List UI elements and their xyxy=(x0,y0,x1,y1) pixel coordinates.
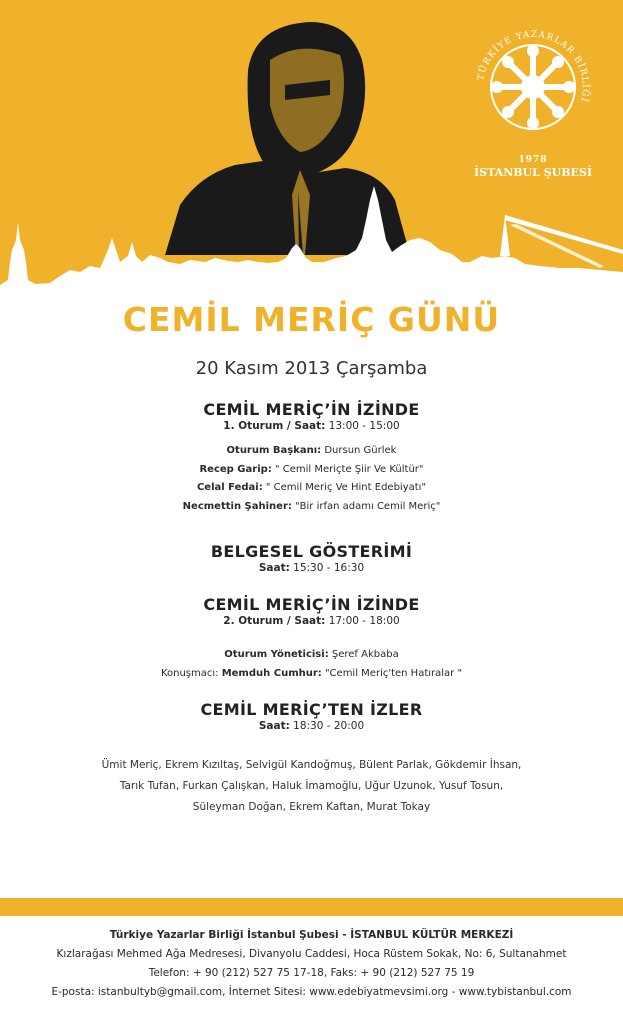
speaker-name: Memduh Cumhur: xyxy=(221,667,322,679)
logo-ring-text: TÜRKİYE YAZARLAR BİRLİĞİ xyxy=(476,29,591,104)
session1-block xyxy=(0,400,623,433)
footer-title: Türkiye Yazarlar Birliği İstanbul Şubesi - İSTANBUL KÜLTÜR MERKEZİ xyxy=(109,929,514,941)
talk-item xyxy=(0,479,623,498)
documentary-time-value: 15:30 - 16:30 xyxy=(289,562,365,574)
participants-line: Süleyman Doğan, Ekrem Kaftan, Murat Tokay xyxy=(192,801,431,813)
moderator-value: Şeref Akbaba xyxy=(328,649,399,660)
participants-line: Tarık Tufan, Furkan Çalışkan, Haluk İmamoğlu, Uğur Uzunok, Yusuf Tosun, xyxy=(119,780,504,792)
event-title: CEMİL MERİÇ GÜNÜ xyxy=(122,300,501,339)
documentary-time xyxy=(0,561,623,575)
session3-time xyxy=(0,719,623,733)
session2-moderator xyxy=(0,646,623,665)
footer-web: E-posta: istanbultyb@gmail.com, İnternet Sitesi: www.edebiyatmevsimi.org - www.tybistanbul.com xyxy=(51,986,572,998)
talk-speaker: Necmettin Şahiner: xyxy=(182,500,292,512)
footer-phone: Telefon: + 90 (212) 527 75 17-18, Faks: + 90 (212) 527 75 19 xyxy=(148,967,475,979)
session3-time-value: 18:30 - 20:00 xyxy=(289,720,365,732)
talk-speaker: Recep Garip: xyxy=(199,463,272,475)
speaker-prefix: Konuşmacı: xyxy=(160,667,222,679)
session1-time xyxy=(0,419,623,433)
talk-topic: " Cemil Meriçte Şiir Ve Kültür" xyxy=(271,463,424,475)
talk-topic: "Bir irfan adamı Cemil Meriç" xyxy=(291,500,441,512)
session3-title: CEMİL MERİÇ’TEN İZLER xyxy=(200,700,423,719)
session3-time-label: Saat: xyxy=(258,720,290,732)
wheel-emblem-icon xyxy=(473,25,593,150)
documentary-title: BELGESEL GÖSTERİMİ xyxy=(210,542,413,561)
speaker-topic: "Cemil Meriç'ten Hatıralar " xyxy=(321,667,463,679)
talk-topic: " Cemil Meriç Ve Hint Edebiyatı" xyxy=(262,482,427,493)
event-date: 20 Kasım 2013 Çarşamba xyxy=(195,358,428,379)
logo-branch: İSTANBUL ŞUBESİ xyxy=(473,166,593,179)
session2-speaker xyxy=(0,665,623,684)
chair-value: Dursun Gürlek xyxy=(321,445,397,456)
documentary-block xyxy=(0,542,623,575)
session1-time-label: 1. Oturum / Saat: xyxy=(223,420,326,432)
session2-time-value: 17:00 - 18:00 xyxy=(325,615,400,627)
footer-address: Kızlarağası Mehmed Ağa Medresesi, Divanyolu Caddesi, Hoca Rüstem Sokak, No: 6, Sultanahmet xyxy=(56,948,567,960)
session2-time xyxy=(0,614,623,628)
talk-speaker: Celal Fedai: xyxy=(196,482,263,493)
session1-time-value: 13:00 - 15:00 xyxy=(325,420,400,432)
logo-year: 1978 xyxy=(518,155,548,165)
logo-caption xyxy=(473,155,593,179)
session2-details xyxy=(0,646,623,683)
documentary-time-label: Saat: xyxy=(258,562,290,574)
footer-band xyxy=(0,898,623,916)
footer xyxy=(0,926,623,1002)
talk-item xyxy=(0,461,623,480)
session1-title: CEMİL MERİÇ’İN İZİNDE xyxy=(203,400,420,419)
session2-time-label: 2. Oturum / Saat: xyxy=(223,615,326,627)
participants-list xyxy=(0,755,623,818)
chair-label: Oturum Başkanı: xyxy=(226,445,322,456)
header-banner xyxy=(0,0,623,300)
session2-title: CEMİL MERİÇ’İN İZİNDE xyxy=(203,595,420,614)
moderator-label: Oturum Yöneticisi: xyxy=(224,649,329,660)
talk-item xyxy=(0,498,623,517)
session3-block xyxy=(0,700,623,733)
session1-chair xyxy=(0,442,623,461)
session1-details xyxy=(0,442,623,516)
session2-block xyxy=(0,595,623,628)
participants-line: Ümit Meriç, Ekrem Kızıltaş, Selvigül Kandoğmuş, Bülent Parlak, Gökdemir İhsan, xyxy=(101,759,522,771)
